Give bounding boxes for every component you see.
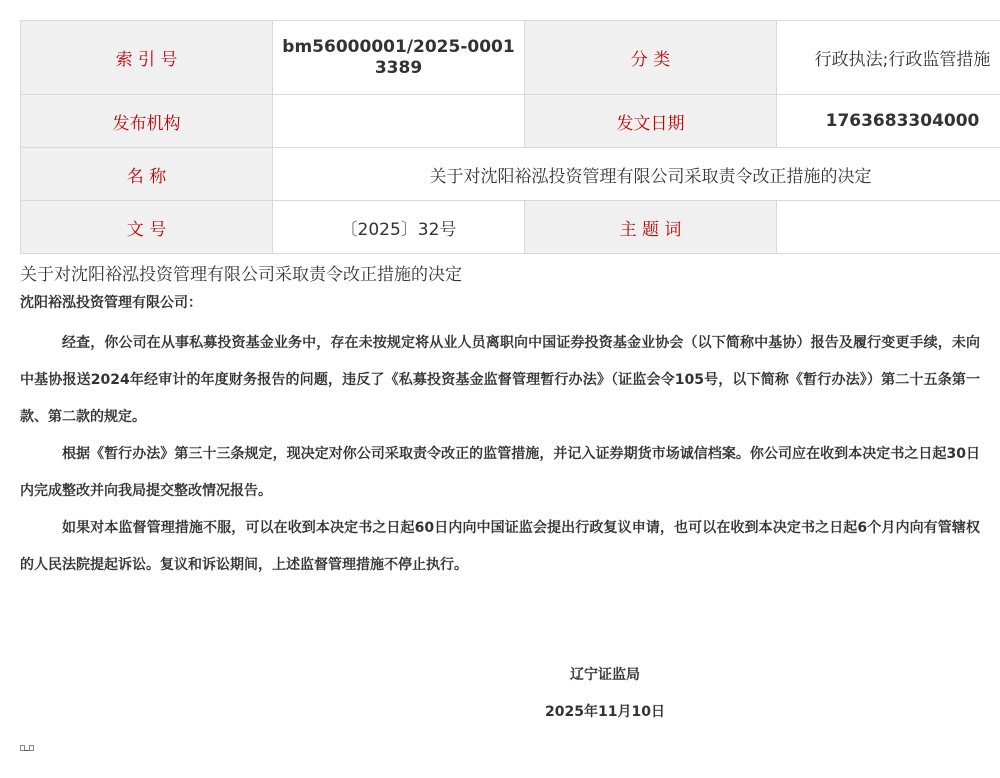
issue-date-value: 1763683304000: [777, 95, 1000, 148]
name-value: 关于对沈阳裕泓投资管理有限公司采取责令改正措施的决定: [273, 148, 1000, 201]
keywords-value: [777, 201, 1000, 254]
document-metadata-table: [20, 20, 1000, 254]
body-paragraph-decision: 根据《暂行办法》第三十三条规定，现决定对你公司采取责令改正的监管措施，并记入证券期货市场诚信档案。你公司应在收到本决定书之日起30日内完成整改并向我局提交整改情况报告。: [20, 446, 980, 499]
signature-date: 2025年11月10日: [545, 704, 665, 720]
metadata-row-publisher: [21, 95, 1000, 148]
index-value: bm56000001/2025-00013389: [273, 21, 525, 95]
keywords-label: 主 题 词: [525, 201, 777, 254]
metadata-row-index: [21, 21, 1000, 95]
body-paragraph-appeal-rights: 如果对本监督管理措施不服，可以在收到本决定书之日起60日内向中国证监会提出行政复议申请，也可以在收到本决定书之日起6个月内向有管辖权的人民法院提起诉讼。复议和诉讼期间，上述监督管理措施不停止执行。: [20, 520, 980, 573]
document-title: 关于对沈阳裕泓投资管理有限公司采取责令改正措施的决定: [20, 265, 462, 285]
metadata-row-doc-number: [21, 201, 1000, 254]
doc-number-value: 〔2025〕32号: [273, 201, 525, 254]
category-label: 分 类: [525, 21, 777, 95]
doc-number-label: 文 号: [21, 201, 273, 254]
issue-date-label: 发文日期: [525, 95, 777, 148]
document-body: [20, 292, 980, 584]
index-label: 索 引 号: [21, 21, 273, 95]
category-value: 行政执法;行政监管措施: [777, 21, 1000, 95]
name-label: 名 称: [21, 148, 273, 201]
broken-image-icon: [20, 744, 34, 752]
body-paragraph-findings: 经查，你公司在从事私募投资基金业务中，存在未按规定将从业人员离职向中国证券投资基金业协会（以下简称中基协）报告及履行变更手续，未向中基协报送2024年经审计的年度财务报告的问题，违反了《私募投资基金监督管理暂行办法》（证监会令105号，以下简称《暂行办法》）第二十五条第一款、第二款的规定。: [20, 335, 980, 425]
addressee: 沈阳裕泓投资管理有限公司：: [20, 295, 202, 311]
metadata-row-name: [21, 148, 1000, 201]
publisher-value: [273, 95, 525, 148]
publisher-label: 发布机构: [21, 95, 273, 148]
signature-organization: 辽宁证监局: [570, 667, 640, 683]
